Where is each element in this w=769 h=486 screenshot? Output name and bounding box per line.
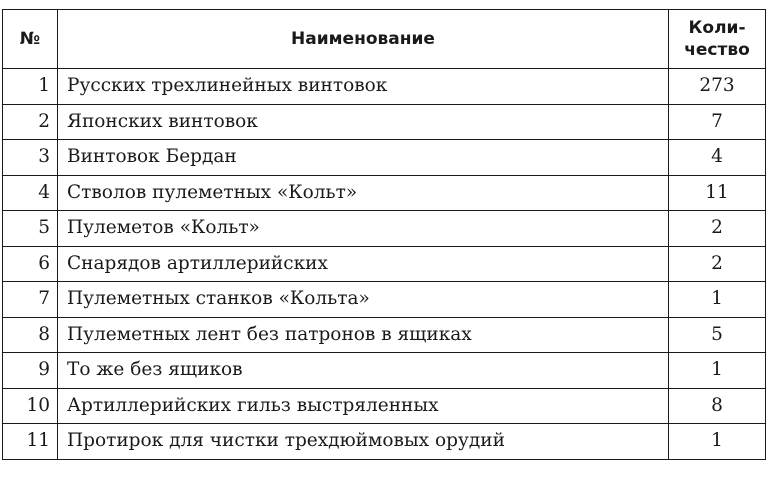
row-number: 1 (3, 69, 58, 105)
row-quantity: 273 (669, 69, 766, 105)
row-quantity: 2 (669, 211, 766, 247)
row-name: То же без ящиков (58, 353, 669, 389)
table-row (3, 69, 766, 105)
header-quantity (669, 10, 766, 69)
row-quantity: 11 (669, 175, 766, 211)
row-quantity: 1 (669, 282, 766, 318)
row-name: Артиллерийских гильз выстряленных (58, 388, 669, 424)
header-quantity-line1: Коли- (688, 18, 746, 38)
table-row (3, 140, 766, 176)
row-number: 5 (3, 211, 58, 247)
table-row (3, 353, 766, 389)
table-row (3, 317, 766, 353)
row-quantity: 2 (669, 246, 766, 282)
row-quantity: 1 (669, 424, 766, 460)
row-quantity: 8 (669, 388, 766, 424)
row-number: 6 (3, 246, 58, 282)
row-number: 10 (3, 388, 58, 424)
row-number: 7 (3, 282, 58, 318)
row-number: 11 (3, 424, 58, 460)
row-name: Японских винтовок (58, 104, 669, 140)
table-row (3, 246, 766, 282)
row-quantity: 1 (669, 353, 766, 389)
row-name: Протирок для чистки трехдюймовых орудий (58, 424, 669, 460)
row-number: 3 (3, 140, 58, 176)
inventory-table (2, 9, 766, 460)
row-name: Снарядов артиллерийских (58, 246, 669, 282)
row-quantity: 4 (669, 140, 766, 176)
row-name: Пулеметных лент без патронов в ящиках (58, 317, 669, 353)
row-number: 9 (3, 353, 58, 389)
header-row (3, 10, 766, 69)
row-name: Русских трехлинейных винтовок (58, 69, 669, 105)
row-name: Пулеметов «Кольт» (58, 211, 669, 247)
row-number: 8 (3, 317, 58, 353)
row-number: 4 (3, 175, 58, 211)
header-quantity-line2: чество (684, 40, 750, 60)
table-row (3, 388, 766, 424)
table-row (3, 424, 766, 460)
table-row (3, 104, 766, 140)
row-number: 2 (3, 104, 58, 140)
row-name: Пулеметных станков «Кольта» (58, 282, 669, 318)
header-name: Наименование (58, 10, 669, 69)
table-row (3, 175, 766, 211)
row-name: Стволов пулеметных «Кольт» (58, 175, 669, 211)
row-name: Винтовок Бердан (58, 140, 669, 176)
table-row (3, 211, 766, 247)
header-number: № (3, 10, 58, 69)
row-quantity: 5 (669, 317, 766, 353)
table-row (3, 282, 766, 318)
row-quantity: 7 (669, 104, 766, 140)
